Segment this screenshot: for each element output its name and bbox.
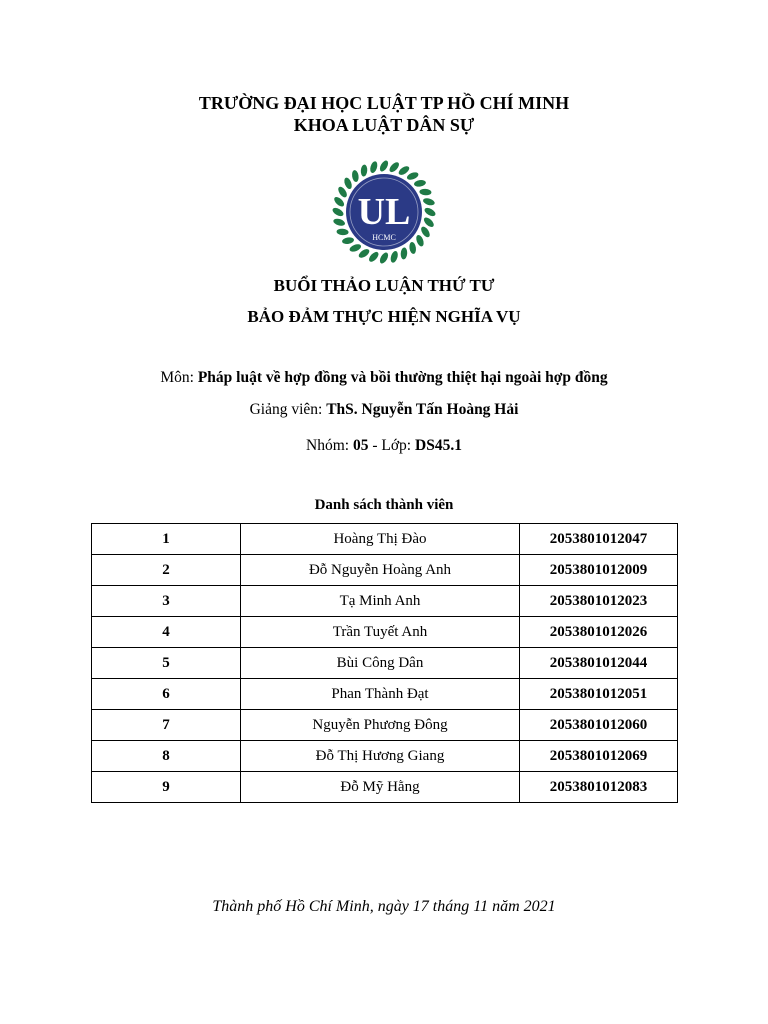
laurel-leaf-icon (331, 206, 345, 218)
student-id: 2053801012083 (520, 772, 678, 803)
group-line (0, 436, 768, 456)
group-separator: - (372, 437, 378, 454)
session-title: BUỔI THẢO LUẬN THỨ TƯ (273, 276, 495, 295)
student-id: 2053801012051 (520, 679, 678, 710)
laurel-leaf-icon (423, 206, 437, 218)
university-name: TRƯỜNG ĐẠI HỌC LUẬT TP HỒ CHÍ MINH (198, 93, 570, 113)
laurel-leaf-icon (419, 188, 431, 195)
group-label: Nhóm: (306, 437, 350, 454)
laurel-leaf-icon (369, 160, 379, 173)
laurel-leaf-icon (389, 250, 399, 263)
laurel-leaf-icon (400, 247, 407, 259)
laurel-leaf-icon (409, 242, 417, 255)
subject-value: Pháp luật về hợp đồng và bồi thường thiệt hại ngoài hợp đồng (197, 369, 608, 386)
subject-line (0, 368, 768, 388)
member-table (91, 523, 678, 803)
laurel-leaf-icon (367, 250, 380, 263)
logo-caption: HCMC (372, 233, 396, 242)
session-topic: BẢO ĐẢM THỰC HIỆN NGHĨA VỤ (247, 307, 521, 326)
laurel-leaf-icon (378, 159, 390, 173)
table-row (92, 586, 678, 617)
laurel-leaf-icon (336, 228, 348, 235)
student-id: 2053801012044 (520, 648, 678, 679)
member-name: Phan Thành Đạt (241, 679, 520, 710)
member-number: 3 (92, 586, 241, 617)
class-value: DS45.1 (415, 437, 462, 454)
table-row (92, 555, 678, 586)
student-id: 2053801012009 (520, 555, 678, 586)
lecturer-value: ThS. Nguyễn Tấn Hoàng Hải (326, 401, 519, 418)
member-name: Nguyễn Phương Đông (241, 710, 520, 741)
table-row (92, 772, 678, 803)
table-row (92, 524, 678, 555)
table-row (92, 617, 678, 648)
table-row (92, 710, 678, 741)
member-number: 9 (92, 772, 241, 803)
laurel-leaf-icon (360, 164, 367, 176)
student-id: 2053801012069 (520, 741, 678, 772)
member-number: 2 (92, 555, 241, 586)
laurel-leaf-icon (333, 195, 346, 208)
laurel-leaf-icon (378, 251, 390, 265)
member-number: 5 (92, 648, 241, 679)
laurel-leaf-icon (406, 171, 420, 181)
member-name: Tạ Minh Anh (241, 586, 520, 617)
table-row (92, 741, 678, 772)
student-id: 2053801012026 (520, 617, 678, 648)
laurel-leaf-icon (343, 177, 353, 191)
laurel-leaf-icon (414, 179, 427, 187)
member-name: Trần Tuyết Anh (241, 617, 520, 648)
member-number: 8 (92, 741, 241, 772)
group-value: 05 (352, 437, 369, 454)
member-number: 6 (92, 679, 241, 710)
student-id: 2053801012047 (520, 524, 678, 555)
table-row (92, 648, 678, 679)
lecturer-line (0, 400, 768, 420)
member-name: Đỗ Mỹ Hằng (241, 772, 520, 803)
laurel-leaf-icon (332, 217, 345, 227)
member-name: Đỗ Thị Hương Giang (241, 741, 520, 772)
member-number: 1 (92, 524, 241, 555)
laurel-leaf-icon (342, 237, 355, 245)
laurel-leaf-icon (388, 161, 401, 174)
laurel-leaf-icon (349, 243, 363, 253)
member-list-title: Danh sách thành viên (314, 497, 454, 513)
laurel-leaf-icon (422, 216, 435, 229)
laurel-leaf-icon (351, 170, 359, 183)
laurel-leaf-icon (415, 234, 425, 248)
subject-label: Môn: (160, 369, 194, 386)
student-id: 2053801012023 (520, 586, 678, 617)
table-row (92, 679, 678, 710)
student-id: 2053801012060 (520, 710, 678, 741)
lecturer-label: Giảng viên: (249, 401, 323, 418)
member-name: Bùi Công Dân (241, 648, 520, 679)
member-number: 4 (92, 617, 241, 648)
faculty-name: KHOA LUẬT DÂN SỰ (293, 115, 475, 135)
class-label: Lớp: (381, 437, 412, 454)
member-name: Hoàng Thị Đào (241, 524, 520, 555)
logo-letters: UL (357, 191, 411, 233)
place-date: Thành phố Hồ Chí Minh, ngày 17 tháng 11 năm 2021 (212, 898, 556, 915)
member-name: Đỗ Nguyễn Hoàng Anh (241, 555, 520, 586)
member-number: 7 (92, 710, 241, 741)
laurel-leaf-icon (422, 197, 435, 207)
university-logo (330, 158, 438, 266)
header (0, 92, 768, 136)
